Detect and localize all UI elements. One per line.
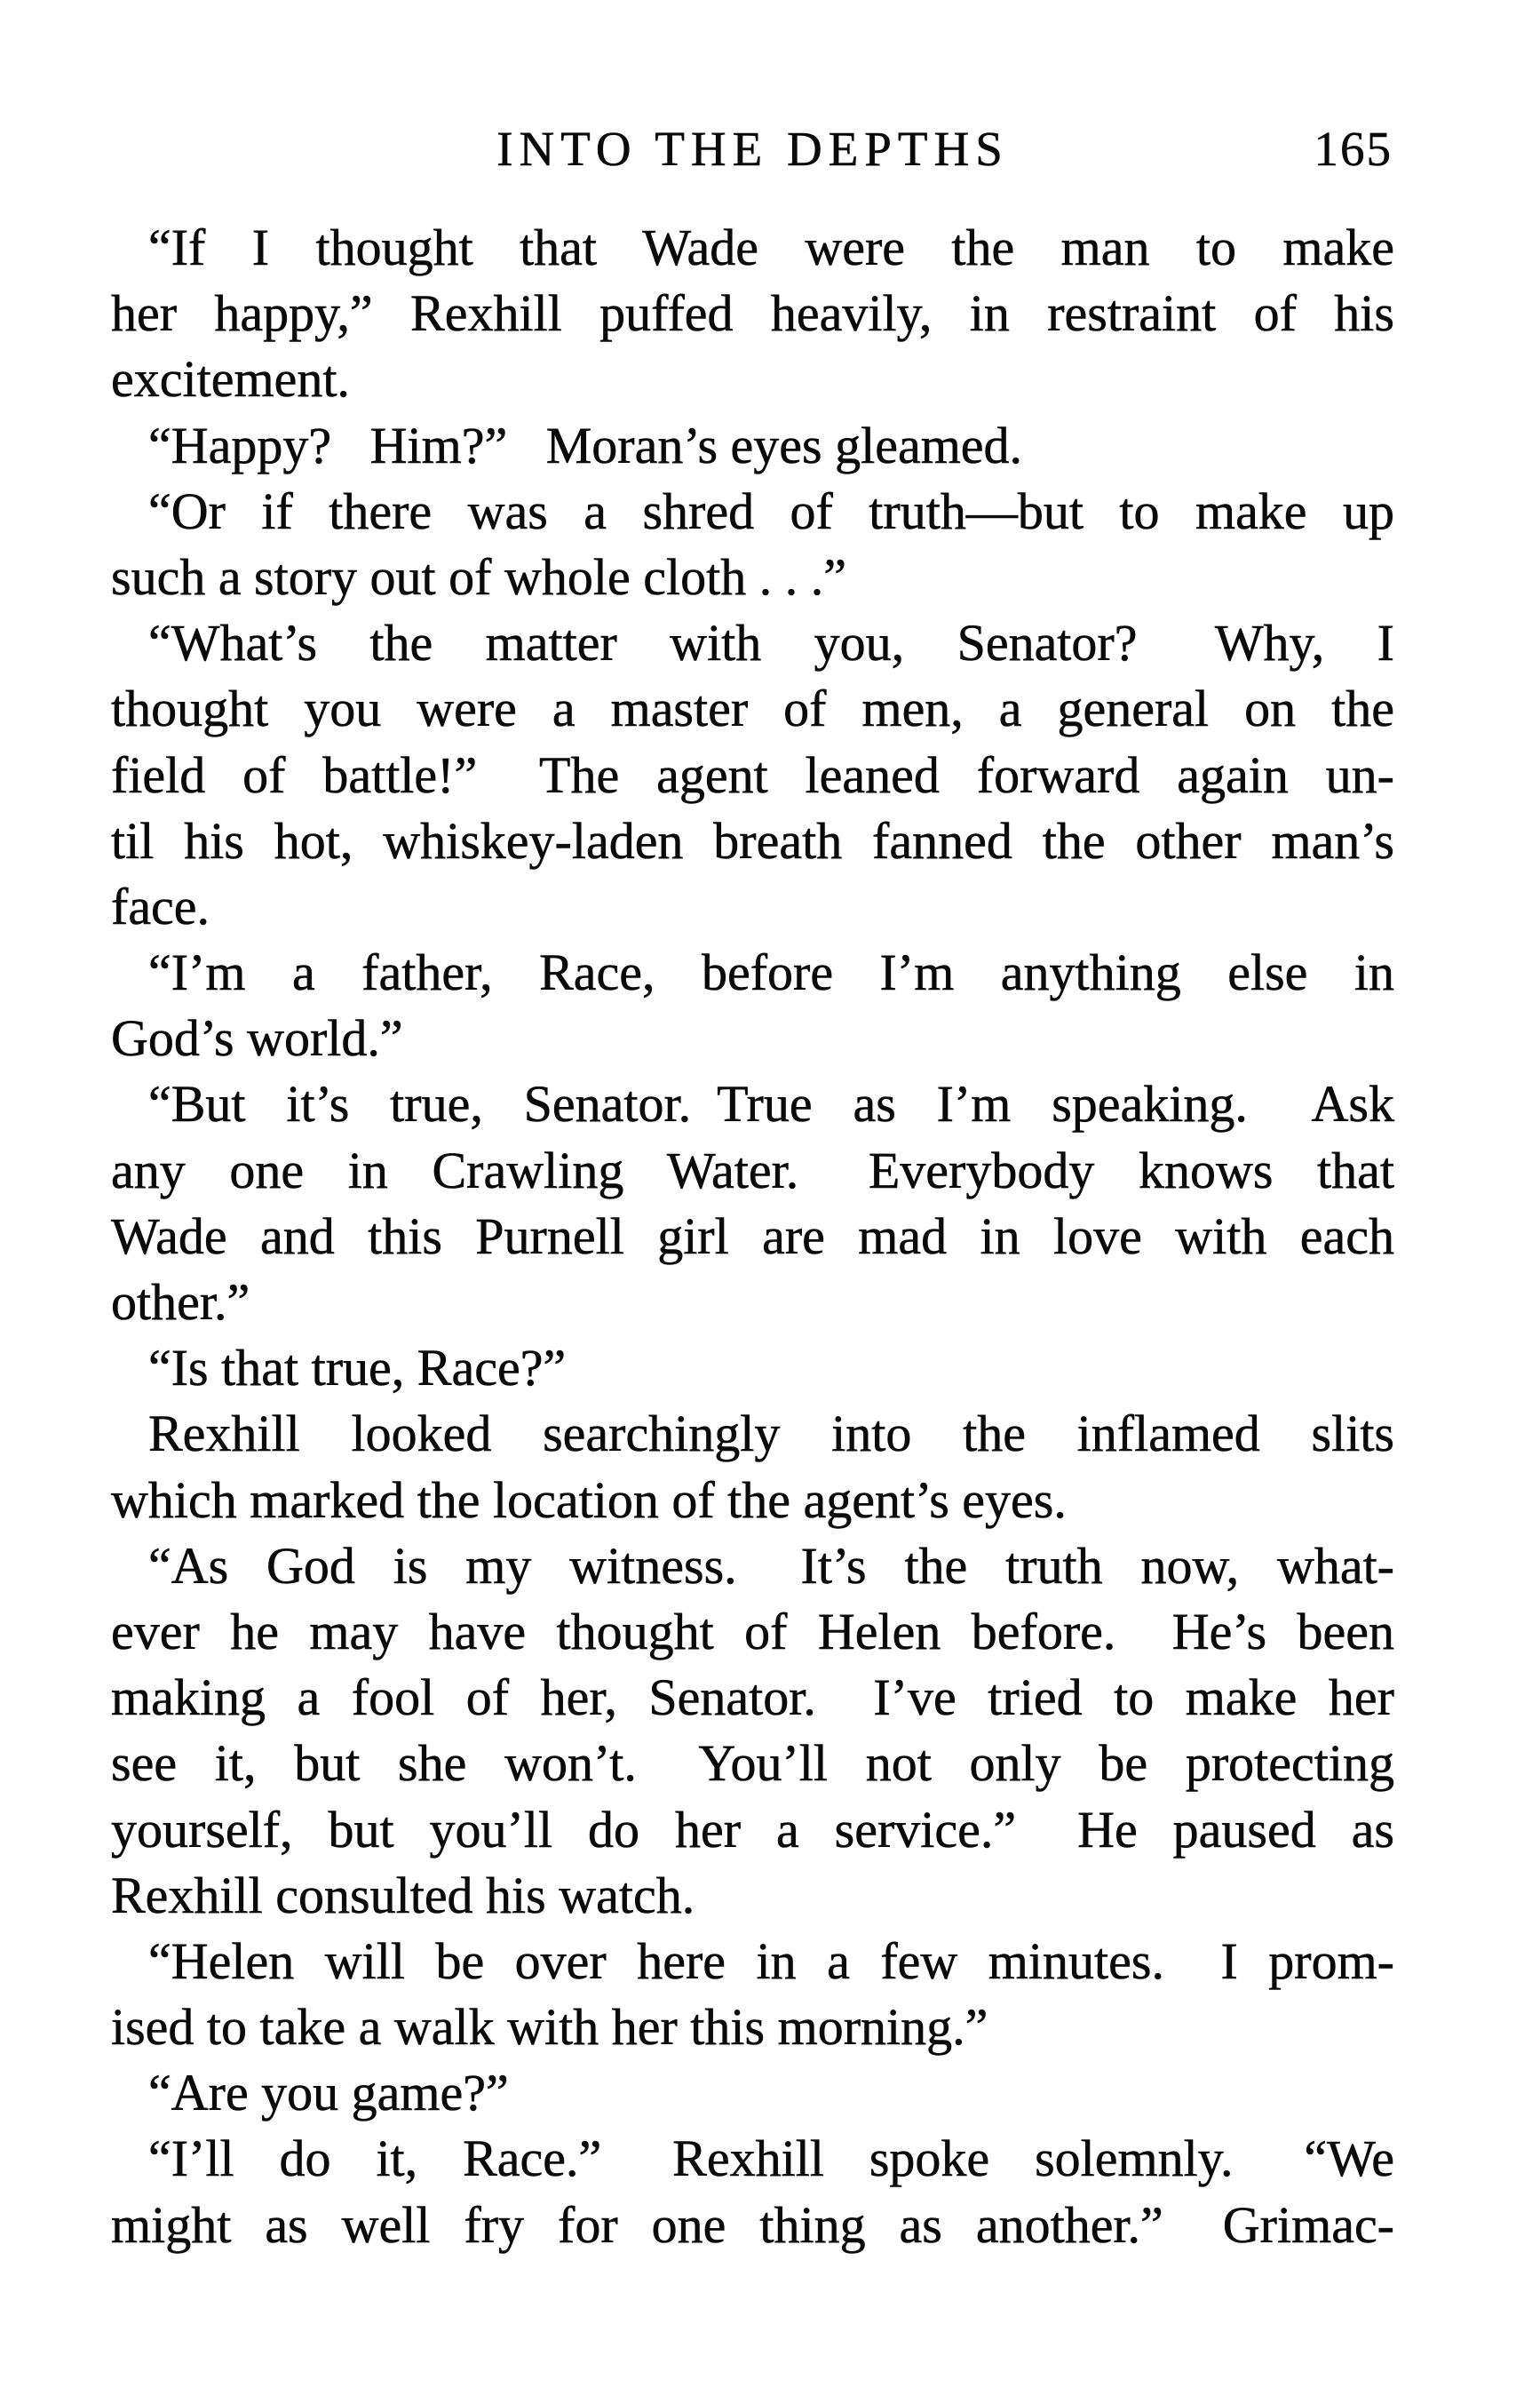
text-line: “Or if there was a shred of truth—but to make up xyxy=(148,482,1394,540)
text-line: “If I thought that Wade were the man to make xyxy=(148,219,1394,276)
chapter-title: INTO THE DEPTHS xyxy=(496,122,1009,176)
text-line: “Happy? Him?” Moran’s eyes gleamed. xyxy=(148,416,1023,474)
text-line: “As God is my witness. It’s the truth now, what- xyxy=(148,1536,1394,1595)
text-line: ised to take a walk with her this morning.” xyxy=(111,1998,988,2057)
text-line: Rexhill consulted his watch. xyxy=(111,1866,695,1924)
text-line: “Are you game?” xyxy=(148,2064,509,2122)
text-line: thought you were a master of men, a general on the xyxy=(111,680,1394,738)
text-line: other.” xyxy=(111,1273,250,1331)
page-number: 165 xyxy=(1314,122,1393,176)
text-line: “What’s the matter with you, Senator? Why, I xyxy=(148,614,1394,673)
text-block xyxy=(111,215,1394,2258)
text-line: making a fool of her, Senator. I’ve tried to make her xyxy=(111,1668,1394,1727)
text-line: her happy,” Rexhill puffed heavily, in restraint of his xyxy=(111,284,1394,343)
text-line: yourself, but you’ll do her a service.” He paused as xyxy=(111,1800,1394,1859)
running-head xyxy=(111,121,1394,183)
text-line: Wade and this Purnell girl are mad in love with each xyxy=(111,1206,1394,1265)
text-line: “Is that true, Race?” xyxy=(148,1339,567,1397)
text-line: “But it’s true, Senator. True as I’m speaking. Ask xyxy=(148,1075,1394,1134)
text-line: ever he may have thought of Helen before. He’s been xyxy=(111,1602,1394,1660)
text-line: might as well fry for one thing as another.” Grimac- xyxy=(111,2195,1394,2254)
text-line: field of battle!” The agent leaned forward again un- xyxy=(111,745,1394,804)
text-line: any one in Crawling Water. Everybody knows that xyxy=(111,1141,1394,1199)
text-line: Rexhill looked searchingly into the inflamed slits xyxy=(148,1405,1394,1463)
text-line: “I’ll do it, Race.” Rexhill spoke solemnly. “We xyxy=(148,2129,1394,2188)
text-line: see it, but she won’t. You’ll not only be protecting xyxy=(111,1734,1394,1793)
text-line: “I’m a father, Race, before I’m anything else in xyxy=(148,943,1394,1002)
text-line: excitement. xyxy=(111,350,350,409)
text-line: face. xyxy=(111,877,210,935)
text-line: which marked the location of the agent’s eyes. xyxy=(111,1470,1067,1529)
text-line: God’s world.” xyxy=(111,1009,403,1068)
text-line: til his hot, whiskey-laden breath fanned the other man’s xyxy=(111,811,1394,870)
text-line: such a story out of whole cloth . . .” xyxy=(111,547,846,606)
text-line: “Helen will be over here in a few minutes. I prom- xyxy=(148,1931,1394,1990)
